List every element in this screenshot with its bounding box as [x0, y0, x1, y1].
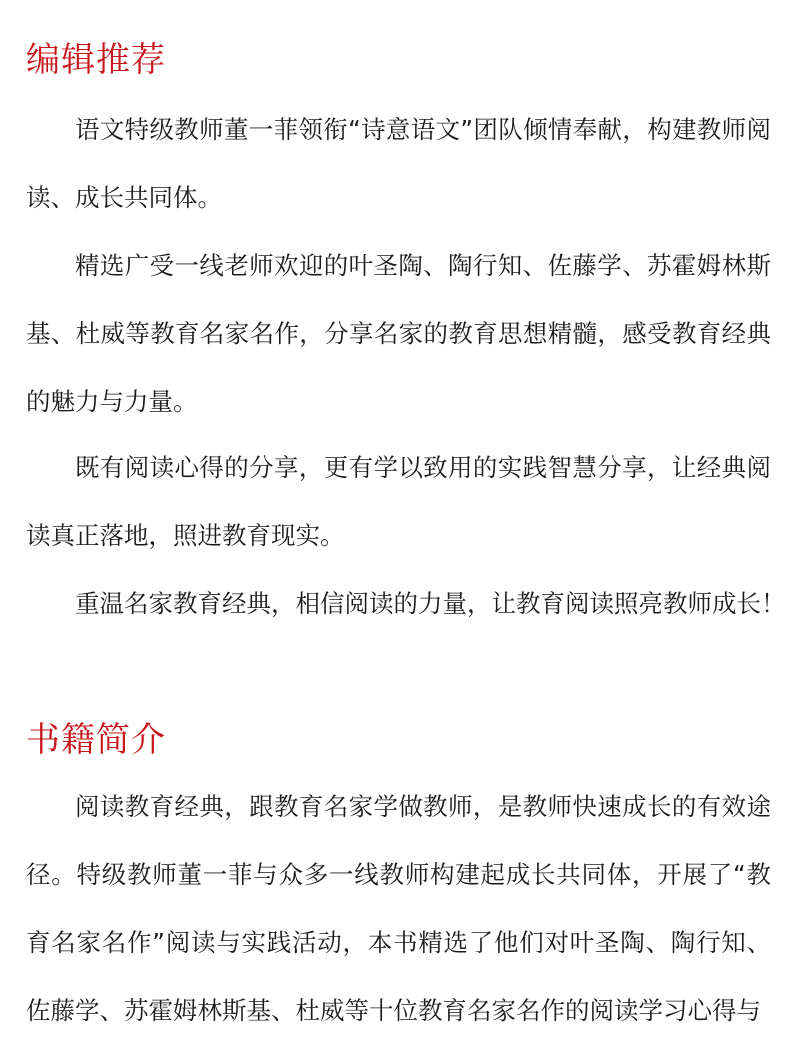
editor-recommendation-paragraph-4: 重温名家教育经典，相信阅读的力量，让教育阅读照亮教师成长！: [75, 589, 786, 618]
editor-recommendation-paragraph-1: 语文特级教师董一菲领衔“诗意语文”团队倾情奉献，构建教师阅读、成长共同体。: [26, 115, 771, 212]
book-introduction-heading: 书籍简介: [26, 720, 166, 760]
editor-recommendation-paragraph-3: 既有阅读心得的分享，更有学以致用的实践智慧分享，让经典阅读真正落地，照进教育现实。: [26, 453, 771, 550]
book-introduction-paragraph-1: 阅读教育经典，跟教育名家学做教师，是教师快速成长的有效途径。特级教师董一菲与众多一线教师构建起成长共同体，开展了“教育名家名作”阅读与实践活动，本书精选了他们对叶圣陶、陶行知、佐藤学、苏霍姆林斯基、杜威等十位教育名家名作的阅读学习心得与: [26, 792, 771, 1025]
editor-recommendation-paragraph-2: 精选广受一线老师欢迎的叶圣陶、陶行知、佐藤学、苏霍姆林斯基、杜威等教育名家名作，分享名家的教育思想精髓，感受教育经典的魅力与力量。: [26, 251, 771, 416]
editor-recommendation-heading: 编辑推荐: [26, 40, 166, 80]
